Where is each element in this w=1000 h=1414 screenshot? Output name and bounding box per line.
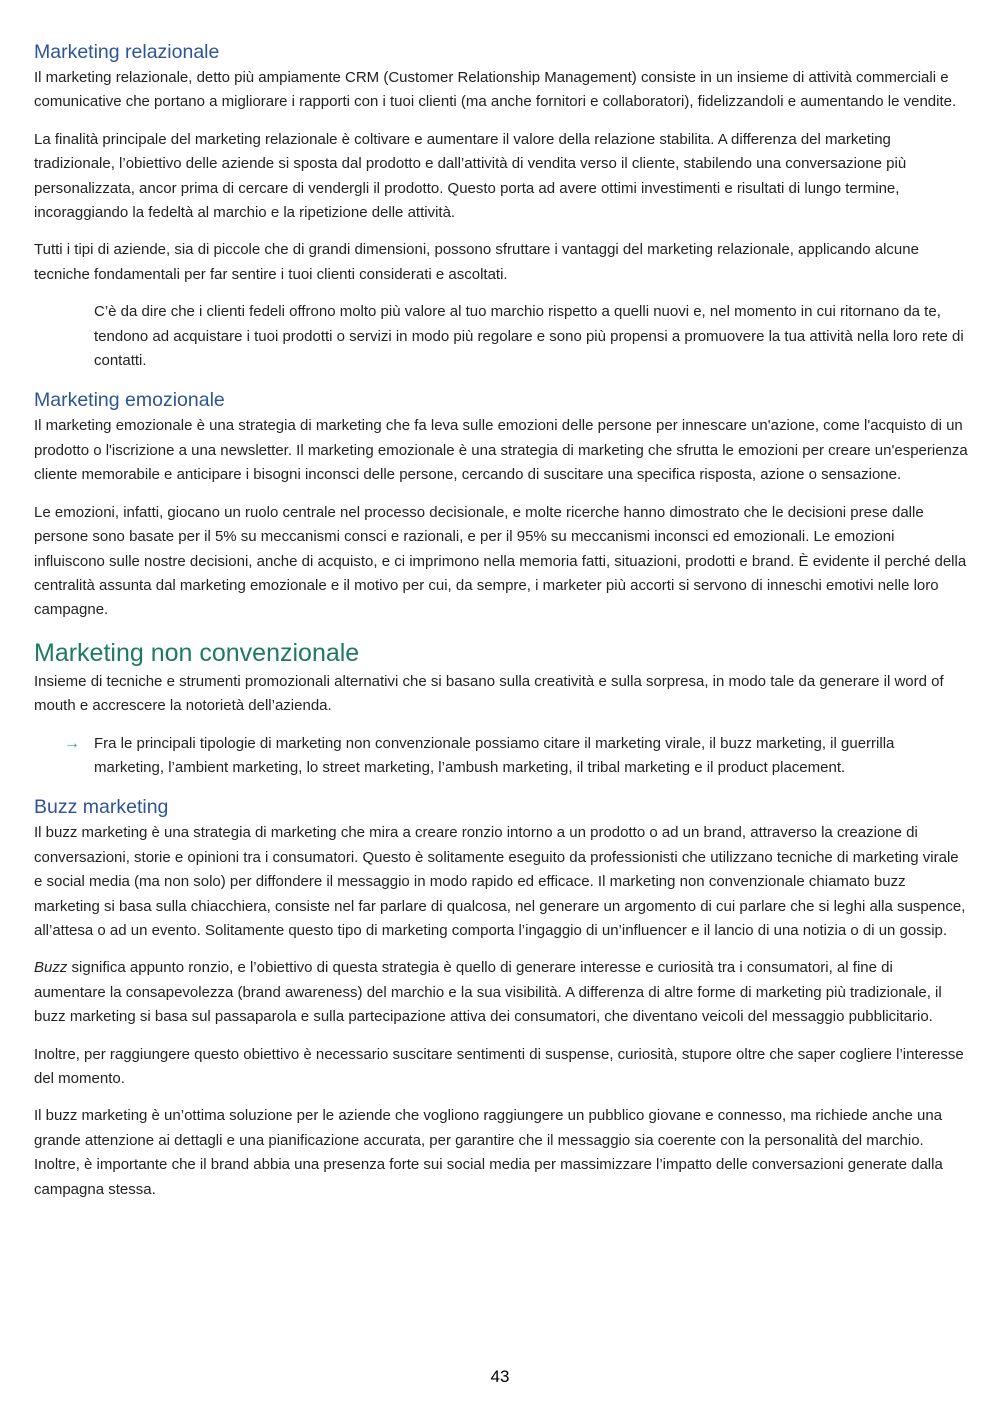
heading-marketing-non-convenzionale: Marketing non convenzionale	[34, 638, 360, 667]
arrow-list-item	[64, 732, 968, 781]
arrow-list-item-text: Fra le principali tipologie di marketing non convenzionale possiamo citare il marketing virale, il buzz marketing, il guerrilla marketing, l’ambient marketing, lo street marketing, l’ambush marketing, il tribal marketing e il product placement.	[94, 734, 895, 776]
paragraph: La finalità principale del marketing relazionale è coltivare e aumentare il valore della relazione stabilita. A differenza del marketing tradizionale, l’obiettivo delle aziende si sposta dal prodotto e dall’attività di vendita verso il cliente, stabilendo una conversazione più personalizzata, ancor prima di cercare di vendergli il prodotto. Questo porta ad avere ottimi investimenti e risultati di lungo termine, incoraggiando la fedeltà al marchio e la ripetizione delle attività.	[34, 130, 907, 222]
paragraph: Il marketing relazionale, detto più ampiamente CRM (Customer Relationship Management) consiste in un insieme di attività commerciali e comunicative che portano a migliorare i rapporti con i tuoi clienti (ma anche fornitori e collaboratori), fidelizzandoli e aumentando le vendite.	[34, 69, 957, 111]
heading-marketing-relazionale: Marketing relazionale	[34, 41, 220, 63]
paragraph-text: significa appunto ronzio, e l’obiettivo di questa strategia è quello di generare interesse e curiosità tra i consumatori, al fine di aumentare la consapevolezza (brand awareness) del marchio e la sua visibilità. A differenza di altre forme di marketing più tradizionale, il buzz marketing si basa sul passaparola e sulla partecipazione attiva dei consumatori, che diventano veicoli del messaggio pubblicitario.	[34, 959, 942, 1026]
arrow-right-icon: →	[64, 734, 80, 752]
document-page	[34, 38, 968, 1215]
section-marketing-emozionale	[34, 386, 968, 622]
paragraph: Il buzz marketing è una strategia di marketing che mira a creare ronzio intorno a un prodotto o ad un brand, attraverso la creazione di conversazioni, storie e opinioni tra i consumatori. Questo è solitamente eseguito da professionisti che utilizzano tecniche di marketing virale e social media (ma non solo) per diffondere il messaggio in modo rapido ed efficace. Il marketing non convenzionale chiamato buzz marketing si basa sulla chiacchiera, consiste nel far parlare di qualcosa, nel generare un argomento di cui parlare che si leghi alla suspence, all’attesa o ad un evento. Solitamente questo tipo di marketing comporta l’ingaggio di un’influencer e il lancio di una notizia o di un gossip.	[34, 824, 966, 939]
indented-paragraph: C’è da dire che i clienti fedeli offrono molto più valore al tuo marchio rispetto a quelli nuovi e, nel momento in cui ritornano da te, tendono ad acquistare i tuoi prodotti o servizi in modo più regolare e sono più propensi a promuovere la tua attività nella loro rete di contatti.	[94, 303, 964, 370]
section-marketing-relazionale	[34, 38, 968, 373]
paragraph: Il buzz marketing è un’ottima soluzione per le aziende che vogliono raggiungere un pubblico giovane e connesso, ma richiede anche una grande attenzione ai dettagli e una pianificazione accurata, per garantire che il messaggio sia coerente con la personalità del marchio. Inoltre, è importante che il brand abbia una presenza forte sui social media per massimizzare l’impatto delle conversazioni generate dalla campagna stessa.	[34, 1107, 943, 1198]
paragraph: Le emozioni, infatti, giocano un ruolo centrale nel processo decisionale, e molte ricerche hanno dimostrato che le decisioni prese dalle persone sono basate per il 5% su meccanismi consci e razionali, e per il 95% su meccanismi inconsci ed emozionali. Le emozioni influiscono sulle nostre decisioni, anche di acquisto, e ci imprimono nella memoria fatti, situazioni, prodotti e brand. È evidente il perché della centralità assunta dal marketing emozionale e il motivo per cui, da sempre, i marketer più accorti si servono di inneschi emotivi nelle loro campagne.	[34, 503, 967, 619]
heading-buzz-marketing: Buzz marketing	[34, 796, 169, 819]
page-number: 43	[490, 1367, 510, 1386]
paragraph: Il marketing emozionale è una strategia di marketing che fa leva sulle emozioni delle persone per innescare un'azione, come l'acquisto di un prodotto o l'iscrizione a una newsletter. Il marketing emozionale è una strategia di marketing che sfrutta le emozioni per creare un'esperienza cliente memorabile e anticipare i bisogni inconsci delle persone, cercando di suscitare una specifica risposta, azione o sensazione.	[34, 417, 968, 484]
paragraph: Inoltre, per raggiungere questo obiettivo è necessario suscitare sentimenti di suspense, curiosità, stupore oltre che saper cogliere l’interesse del momento.	[34, 1045, 964, 1087]
section-marketing-non-convenzionale	[34, 636, 968, 781]
paragraph: Insieme di tecniche e strumenti promozionali alternativi che si basano sulla creatività e sulla sorpresa, in modo tale da generare il word of mouth e accrescere la notorietà dell’azienda.	[34, 672, 944, 715]
paragraph	[34, 956, 968, 1029]
section-buzz-marketing	[34, 793, 968, 1202]
heading-marketing-emozionale: Marketing emozionale	[34, 389, 225, 412]
paragraph: Tutti i tipi di aziende, sia di piccole che di grandi dimensioni, possono sfruttare i vantaggi del marketing relazionale, applicando alcune tecniche fondamentali per far sentire i tuoi clienti considerati e ascoltati.	[34, 241, 919, 283]
emphasis-buzz: Buzz	[34, 959, 68, 977]
